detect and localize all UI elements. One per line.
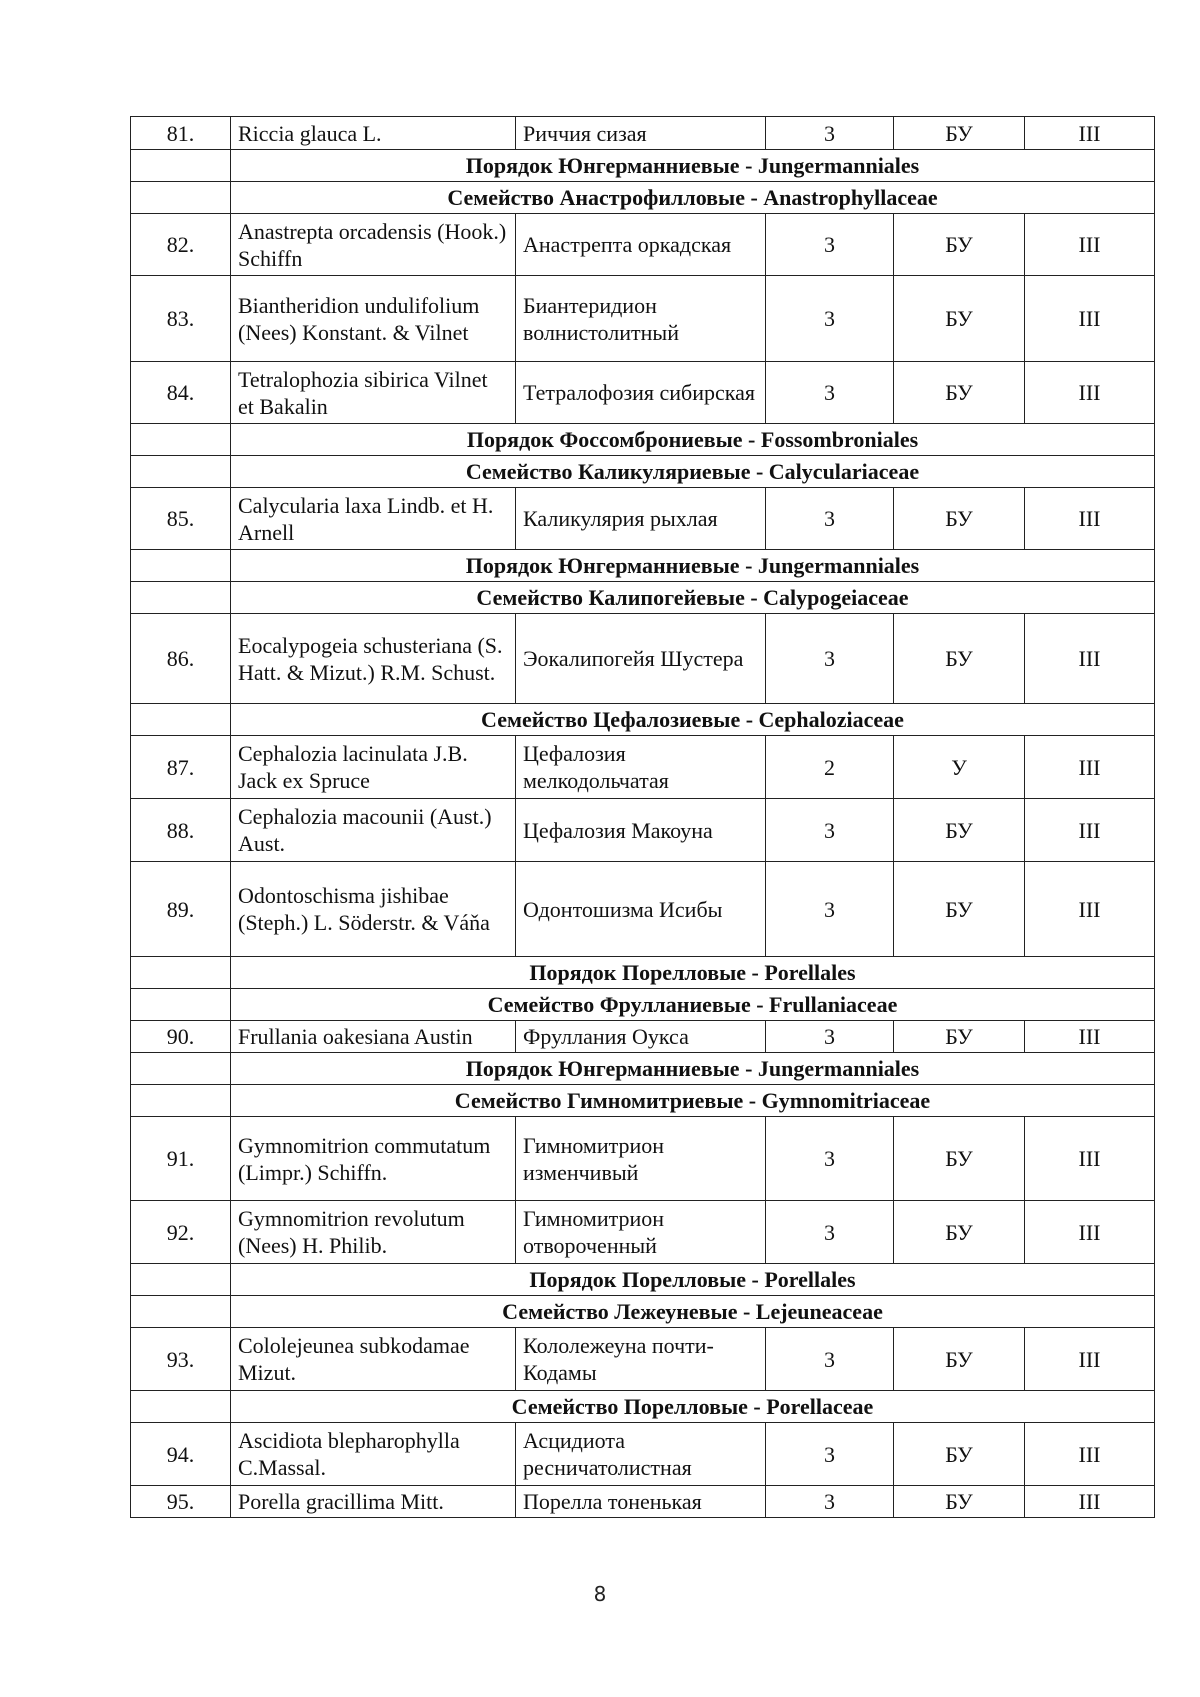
page-number: 8 <box>593 1582 607 1606</box>
species-row <box>131 799 1155 862</box>
header-number-cell <box>131 182 231 214</box>
reference-column: III <box>1025 488 1155 550</box>
status: БУ <box>894 1117 1025 1201</box>
category: 3 <box>766 362 894 424</box>
reference-column: III <box>1025 214 1155 276</box>
reference-column: III <box>1025 276 1155 362</box>
taxon-header: Порядок Фоссомброниевые - Fossombroniales <box>231 424 1155 456</box>
status: БУ <box>894 362 1025 424</box>
taxon-header-row <box>131 182 1155 214</box>
status: БУ <box>894 488 1025 550</box>
category: 3 <box>766 614 894 704</box>
reference-column: III <box>1025 1117 1155 1201</box>
species-number: 81. <box>131 117 231 150</box>
category: 2 <box>766 736 894 799</box>
species-row <box>131 736 1155 799</box>
taxon-header-row <box>131 150 1155 182</box>
header-number-cell <box>131 989 231 1021</box>
russian-name: Эокалипогейя Шустера <box>516 614 766 704</box>
taxon-header: Семейство Анастрофилловые - Anastrophyllaceae <box>231 182 1155 214</box>
taxon-header-row <box>131 1085 1155 1117</box>
taxon-header-row <box>131 957 1155 989</box>
latin-name: Cephalozia lacinulata J.B. Jack ex Spruce <box>231 736 516 799</box>
header-number-cell <box>131 582 231 614</box>
taxon-header-row <box>131 1296 1155 1328</box>
status: БУ <box>894 1201 1025 1264</box>
russian-name: Цефалозия Макоуна <box>516 799 766 862</box>
species-number: 91. <box>131 1117 231 1201</box>
russian-name: Риччия сизая <box>516 117 766 150</box>
taxon-header-row <box>131 550 1155 582</box>
reference-column: III <box>1025 614 1155 704</box>
header-number-cell <box>131 424 231 456</box>
taxon-header: Семейство Фруллaниевые - Frullaniaceae <box>231 989 1155 1021</box>
reference-column: III <box>1025 362 1155 424</box>
species-number: 94. <box>131 1423 231 1486</box>
species-number: 92. <box>131 1201 231 1264</box>
reference-column: III <box>1025 1423 1155 1486</box>
species-number: 90. <box>131 1021 231 1053</box>
taxon-header-row <box>131 456 1155 488</box>
taxon-header-row <box>131 424 1155 456</box>
latin-name: Gymnomitrion revolutum (Nees) H. Philib. <box>231 1201 516 1264</box>
header-number-cell <box>131 704 231 736</box>
russian-name: Анастрепта оркадская <box>516 214 766 276</box>
species-number: 95. <box>131 1486 231 1518</box>
species-number: 87. <box>131 736 231 799</box>
reference-column: III <box>1025 1021 1155 1053</box>
header-number-cell <box>131 1264 231 1296</box>
header-number-cell <box>131 957 231 989</box>
russian-name: Гимномитрион отвороченный <box>516 1201 766 1264</box>
reference-column: III <box>1025 862 1155 957</box>
species-row <box>131 1328 1155 1391</box>
species-row <box>131 1423 1155 1486</box>
status: БУ <box>894 799 1025 862</box>
status: У <box>894 736 1025 799</box>
species-number: 85. <box>131 488 231 550</box>
status: БУ <box>894 276 1025 362</box>
category: 3 <box>766 276 894 362</box>
taxon-header: Семейство Гимномитриевые - Gymnomitriaceae <box>231 1085 1155 1117</box>
russian-name: Гимномитрион изменчивый <box>516 1117 766 1201</box>
species-table-body <box>131 117 1155 1518</box>
category: 3 <box>766 1021 894 1053</box>
latin-name: Riccia glauca L. <box>231 117 516 150</box>
russian-name: Порелла тоненькая <box>516 1486 766 1518</box>
category: 3 <box>766 1117 894 1201</box>
russian-name: Кололежеуна почти-Кодамы <box>516 1328 766 1391</box>
taxon-header: Порядок Юнгерманниевые - Jungermanniales <box>231 1053 1155 1085</box>
reference-column: III <box>1025 117 1155 150</box>
status: БУ <box>894 614 1025 704</box>
header-number-cell <box>131 1053 231 1085</box>
species-number: 93. <box>131 1328 231 1391</box>
species-row <box>131 362 1155 424</box>
species-row <box>131 276 1155 362</box>
header-number-cell <box>131 1296 231 1328</box>
latin-name: Ascidiota blepharophylla C.Massal. <box>231 1423 516 1486</box>
latin-name: Cololejeunea subkodamae Mizut. <box>231 1328 516 1391</box>
taxon-header: Порядок Юнгерманниевые - Jungermanniales <box>231 550 1155 582</box>
species-number: 83. <box>131 276 231 362</box>
header-number-cell <box>131 550 231 582</box>
species-row <box>131 1021 1155 1053</box>
header-number-cell <box>131 1085 231 1117</box>
category: 3 <box>766 1328 894 1391</box>
species-row <box>131 862 1155 957</box>
russian-name: Цефалозия мелкодольчатая <box>516 736 766 799</box>
taxon-header: Семейство Цефалозиевые - Cephaloziaceae <box>231 704 1155 736</box>
species-row <box>131 1486 1155 1518</box>
russian-name: Каликулярия рыхлая <box>516 488 766 550</box>
latin-name: Tetralophozia sibirica Vilnet et Bakalin <box>231 362 516 424</box>
category: 3 <box>766 799 894 862</box>
species-row <box>131 614 1155 704</box>
reference-column: III <box>1025 1486 1155 1518</box>
species-table <box>130 116 1155 1518</box>
status: БУ <box>894 1423 1025 1486</box>
category: 3 <box>766 214 894 276</box>
taxon-header-row <box>131 1391 1155 1423</box>
latin-name: Gymnomitrion commutatum (Limpr.) Schiffn. <box>231 1117 516 1201</box>
species-row <box>131 1117 1155 1201</box>
latin-name: Odontoschisma jishibae (Steph.) L. Söderstr. & Váňa <box>231 862 516 957</box>
status: БУ <box>894 214 1025 276</box>
latin-name: Eocalypogeia schusteriana (S. Hatt. & Mizut.) R.M. Schust. <box>231 614 516 704</box>
category: 3 <box>766 488 894 550</box>
russian-name: Асцидиота ресничатолистная <box>516 1423 766 1486</box>
category: 3 <box>766 1486 894 1518</box>
taxon-header: Семейство Калипогейевые - Calypogeiaceae <box>231 582 1155 614</box>
species-number: 89. <box>131 862 231 957</box>
latin-name: Calycularia laxa Lindb. et H. Arnell <box>231 488 516 550</box>
reference-column: III <box>1025 799 1155 862</box>
taxon-header-row <box>131 989 1155 1021</box>
taxon-header-row <box>131 1053 1155 1085</box>
header-number-cell <box>131 150 231 182</box>
reference-column: III <box>1025 1201 1155 1264</box>
taxon-header: Семейство Порелловые - Porellaceae <box>231 1391 1155 1423</box>
reference-column: III <box>1025 1328 1155 1391</box>
header-number-cell <box>131 1391 231 1423</box>
reference-column: III <box>1025 736 1155 799</box>
category: 3 <box>766 1423 894 1486</box>
species-number: 82. <box>131 214 231 276</box>
latin-name: Anastrepta orcadensis (Hook.) Schiffn <box>231 214 516 276</box>
taxon-header: Семейство Лежеуневые - Lejeuneaceae <box>231 1296 1155 1328</box>
status: БУ <box>894 1021 1025 1053</box>
russian-name: Фруллания Оукса <box>516 1021 766 1053</box>
category: 3 <box>766 1201 894 1264</box>
taxon-header: Порядок Порелловые - Porellales <box>231 957 1155 989</box>
species-row <box>131 214 1155 276</box>
species-number: 84. <box>131 362 231 424</box>
status: БУ <box>894 862 1025 957</box>
latin-name: Biantheridion undulifolium (Nees) Konstant. & Vilnet <box>231 276 516 362</box>
status: БУ <box>894 1328 1025 1391</box>
status: БУ <box>894 1486 1025 1518</box>
taxon-header-row <box>131 1264 1155 1296</box>
category: 3 <box>766 117 894 150</box>
header-number-cell <box>131 456 231 488</box>
taxon-header-row <box>131 704 1155 736</box>
taxon-header: Семейство Каликуляриевые - Calyculariaceae <box>231 456 1155 488</box>
russian-name: Тетралофозия сибирская <box>516 362 766 424</box>
latin-name: Frullania oakesiana Austin <box>231 1021 516 1053</box>
category: 3 <box>766 862 894 957</box>
russian-name: Одонтошизма Исибы <box>516 862 766 957</box>
status: БУ <box>894 117 1025 150</box>
taxon-header: Порядок Порелловые - Porellales <box>231 1264 1155 1296</box>
species-row <box>131 1201 1155 1264</box>
species-row <box>131 117 1155 150</box>
latin-name: Porella gracillima Mitt. <box>231 1486 516 1518</box>
russian-name: Биантеридион волнистолитный <box>516 276 766 362</box>
latin-name: Cephalozia macounii (Aust.) Aust. <box>231 799 516 862</box>
species-row <box>131 488 1155 550</box>
species-number: 88. <box>131 799 231 862</box>
taxon-header-row <box>131 582 1155 614</box>
taxon-header: Порядок Юнгерманниевые - Jungermanniales <box>231 150 1155 182</box>
species-number: 86. <box>131 614 231 704</box>
